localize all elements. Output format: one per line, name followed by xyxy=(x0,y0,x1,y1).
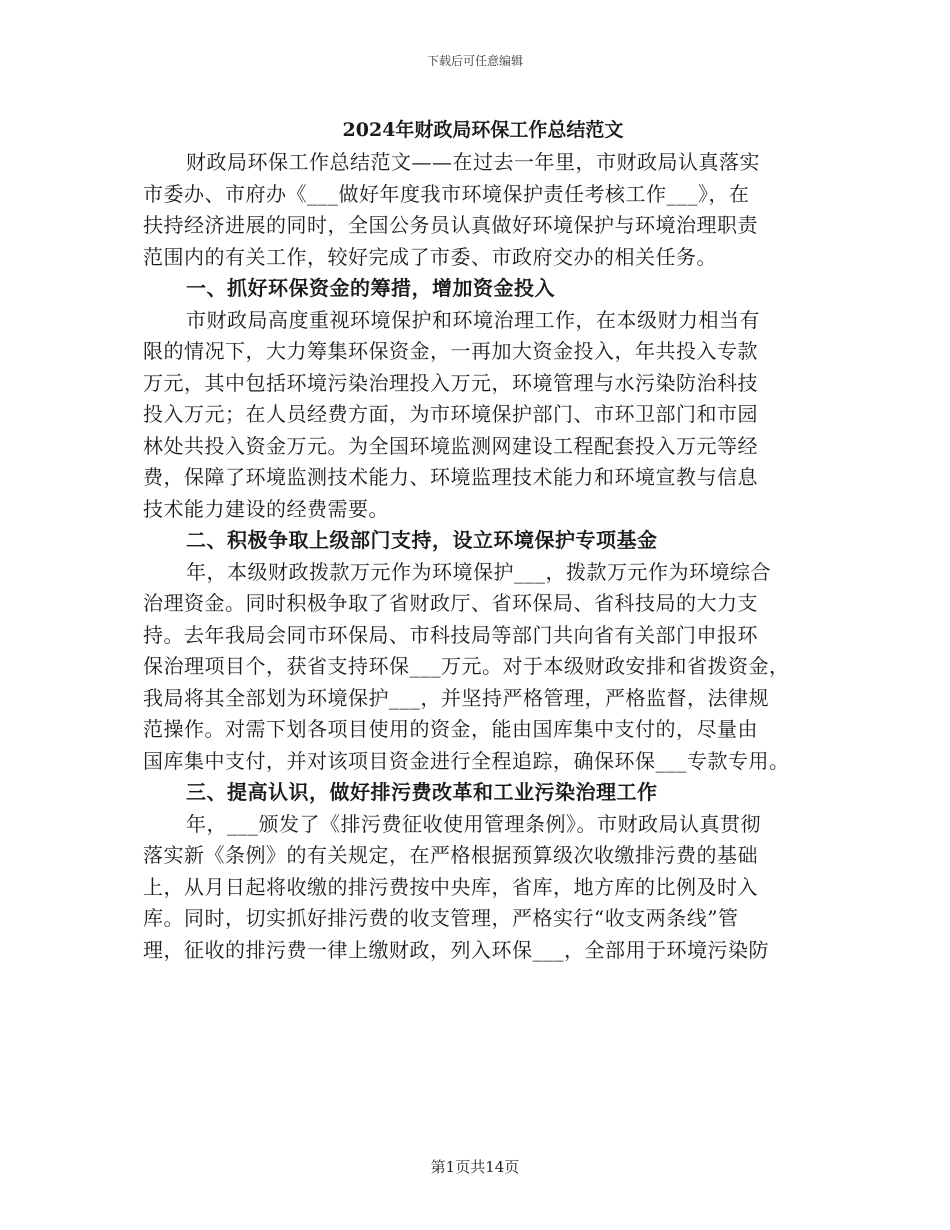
text-line: 范操作。对需下划各项目使用的资金，能由国库集中支付的，尽量由 xyxy=(143,717,758,741)
document-title: 2024年财政局环保工作总结范文 xyxy=(342,119,624,141)
text-line: 费，保障了环境监测技术能力、环境监理技术能力和环境宣教与信息 xyxy=(143,465,758,489)
text-line: 年，___颁发了《排污费征收使用管理条例》。市财政局认真贯彻 xyxy=(186,811,761,836)
section-heading: 一、抓好环保资金的筹措，增加资金投入 xyxy=(186,276,555,300)
text-line: 我局将其全部划为环境保护___，并坚持严格管理，严格监督，法律规 xyxy=(143,685,769,710)
document-lines xyxy=(143,147,823,966)
page-footer: 第1页共14页 xyxy=(430,1158,520,1176)
text-line: 范围内的有关工作，较好完成了市委、市政府交办的相关任务。 xyxy=(143,244,717,269)
section-heading: 三、提高认识，做好排污费改革和工业污染治理工作 xyxy=(186,780,658,804)
text-line: 扶持经济进展的同时，全国公务员认真做好环境保护与环境治理职责 xyxy=(143,213,758,237)
text-line: 限的情况下，大力筹集环保资金，一再加大资金投入，年共投入专款 xyxy=(143,339,758,363)
text-line: 技术能力建设的经费需要。 xyxy=(143,496,389,521)
text-line: 财政局环保工作总结范文——在过去一年里，市财政局认真落实 xyxy=(186,150,760,174)
text-line: 国库集中支付，并对该项目资金进行全程追踪，确保环保___专款专用。 xyxy=(143,748,790,773)
page-header-note: 下载后可任意编辑 xyxy=(426,54,523,68)
section-heading: 二、积极争取上级部门支持，设立环境保护专项基金 xyxy=(186,528,658,552)
text-line: 万元，其中包括环境污染治理投入万元，环境管理与水污染防治科技 xyxy=(143,370,758,395)
text-line: 年，本级财政拨款万元作为环境保护___，拨款万元作为环境综合 xyxy=(186,559,771,584)
text-line: 库。同时，切实抓好排污费的收支管理，严格实行“收支两条线”管 xyxy=(143,906,739,930)
text-line: 理，征收的排污费一律上缴财政，列入环保___，全部用于环境污染防 xyxy=(143,937,769,962)
text-line: 林处共投入资金万元。为全国环境监测网建设工程配套投入万元等经 xyxy=(143,433,758,458)
text-line: 保治理项目个，获省支持环保___万元。对于本级财政安排和省拨资金， xyxy=(143,654,790,678)
text-line: 持。去年我局会同市环保局、市科技局等部门共向省有关部门申报环 xyxy=(143,622,758,647)
document-body xyxy=(143,115,823,966)
text-line: 治理资金。同时积极争取了省财政厅、省环保局、省科技局的大力支 xyxy=(143,591,758,615)
text-line: 市委办、市府办《___做好年度我市环境保护责任考核工作___》，在 xyxy=(143,181,750,206)
text-line: 市财政局高度重视环境保护和环境治理工作，在本级财力相当有 xyxy=(186,307,760,332)
text-line: 上，从月日起将收缴的排污费按中央库，省库，地方库的比例及时入 xyxy=(143,874,758,899)
text-line: 落实新《条例》的有关规定，在严格根据预算级次收缴排污费的基础 xyxy=(143,843,758,867)
text-line: 投入万元；在人员经费方面，为市环境保护部门、市环卫部门和市园 xyxy=(143,402,758,426)
